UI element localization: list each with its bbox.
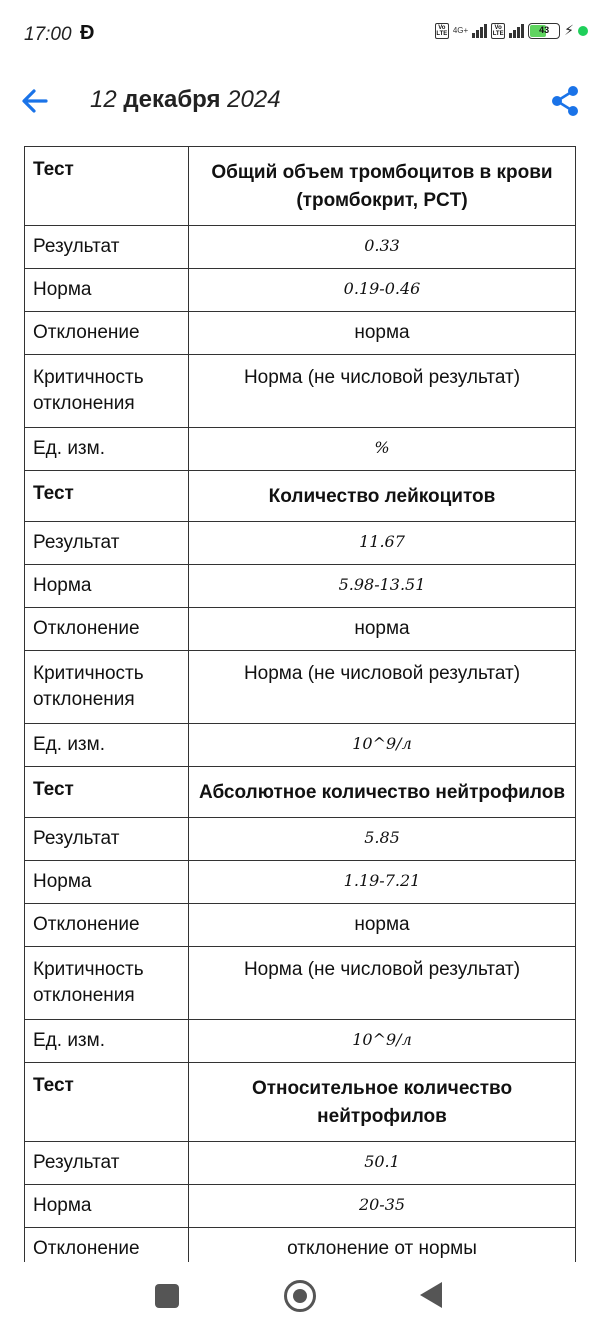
row-value: Абсолютное количество нейтрофилов [189, 767, 576, 818]
test-header-row [25, 1063, 576, 1142]
row-value: Норма (не числовой результат) [189, 947, 576, 1020]
row-label: Результат [25, 522, 189, 565]
row-value: Норма (не числовой результат) [189, 651, 576, 724]
title-day: 12 [90, 86, 117, 113]
table-row [25, 1185, 576, 1228]
home-circle-icon[interactable] [284, 1280, 316, 1312]
status-bar [0, 0, 600, 64]
row-value: 0.19-0.46 [189, 269, 576, 312]
row-label: Отклонение [25, 904, 189, 947]
table-row [25, 1142, 576, 1185]
row-label: Отклонение [25, 1228, 189, 1263]
table-row [25, 947, 576, 1020]
table-row [25, 269, 576, 312]
app-notification-icon: Đ [80, 22, 95, 44]
row-value: Норма (не числовой результат) [189, 355, 576, 428]
test-header-row [25, 471, 576, 522]
table-row [25, 226, 576, 269]
row-label: Тест [25, 147, 189, 226]
table-row [25, 724, 576, 767]
recents-square-icon[interactable] [155, 1284, 179, 1308]
battery-icon [528, 23, 560, 39]
title-year: 2024 [227, 86, 281, 113]
row-value: норма [189, 608, 576, 651]
table-row [25, 428, 576, 471]
privacy-dot-icon [578, 26, 588, 36]
row-value: 10^9/л [189, 1020, 576, 1063]
row-label: Отклонение [25, 312, 189, 355]
row-value: 11.67 [189, 522, 576, 565]
table-row [25, 355, 576, 428]
row-value: % [189, 428, 576, 471]
back-arrow-icon[interactable] [16, 82, 54, 120]
row-value: Количество лейкоцитов [189, 471, 576, 522]
status-time: 17:00 [24, 24, 72, 45]
charging-icon: ⚡ [564, 22, 574, 38]
row-value: 20-35 [189, 1185, 576, 1228]
app-bar [0, 72, 600, 132]
row-value: Общий объем тромбоцитов в крови (тромбокрит, PCT) [189, 147, 576, 226]
row-value: 5.98-13.51 [189, 565, 576, 608]
title-month: декабря [123, 86, 221, 113]
row-value: 1.19-7.21 [189, 861, 576, 904]
table-row [25, 818, 576, 861]
table-row [25, 861, 576, 904]
row-label: Норма [25, 861, 189, 904]
test-header-row [25, 147, 576, 226]
volte-icon-2: Vo LTE [492, 24, 504, 37]
row-label: Ед. изм. [25, 724, 189, 767]
row-label: Критичность отклонения [25, 651, 189, 724]
back-triangle-icon[interactable] [420, 1282, 442, 1308]
status-icons [435, 22, 588, 39]
test-header-row [25, 767, 576, 818]
row-value: 5.85 [189, 818, 576, 861]
row-label: Результат [25, 1142, 189, 1185]
row-label: Норма [25, 565, 189, 608]
row-label: Норма [25, 269, 189, 312]
row-label: Отклонение [25, 608, 189, 651]
signal-bars-icon [472, 24, 487, 38]
signal-bars-icon-2 [509, 24, 524, 38]
battery-level: 43 [539, 24, 550, 35]
row-value: отклонение от нормы [189, 1228, 576, 1263]
row-value: 50.1 [189, 1142, 576, 1185]
row-label: Критичность отклонения [25, 947, 189, 1020]
row-label: Критичность отклонения [25, 355, 189, 428]
row-value: 0.33 [189, 226, 576, 269]
system-nav-bar [0, 1268, 600, 1332]
row-label: Результат [25, 226, 189, 269]
row-label: Тест [25, 767, 189, 818]
network-type: 4G+ [452, 25, 469, 35]
table-row [25, 522, 576, 565]
row-label: Ед. изм. [25, 428, 189, 471]
row-label: Тест [25, 1063, 189, 1142]
table-row [25, 1228, 576, 1263]
table-row [25, 565, 576, 608]
row-label: Норма [25, 1185, 189, 1228]
page-title [90, 86, 281, 114]
results-scroll-area[interactable] [24, 146, 576, 1262]
results-table [24, 146, 576, 1262]
row-label: Тест [25, 471, 189, 522]
volte-icon: Vo LTE [436, 24, 448, 37]
table-row [25, 312, 576, 355]
table-row [25, 904, 576, 947]
row-value: норма [189, 904, 576, 947]
row-value: Относительное количество нейтрофилов [189, 1063, 576, 1142]
share-icon[interactable] [548, 84, 582, 118]
table-row [25, 608, 576, 651]
table-row [25, 1020, 576, 1063]
row-value: 10^9/л [189, 724, 576, 767]
row-label: Ед. изм. [25, 1020, 189, 1063]
table-row [25, 651, 576, 724]
row-label: Результат [25, 818, 189, 861]
row-value: норма [189, 312, 576, 355]
